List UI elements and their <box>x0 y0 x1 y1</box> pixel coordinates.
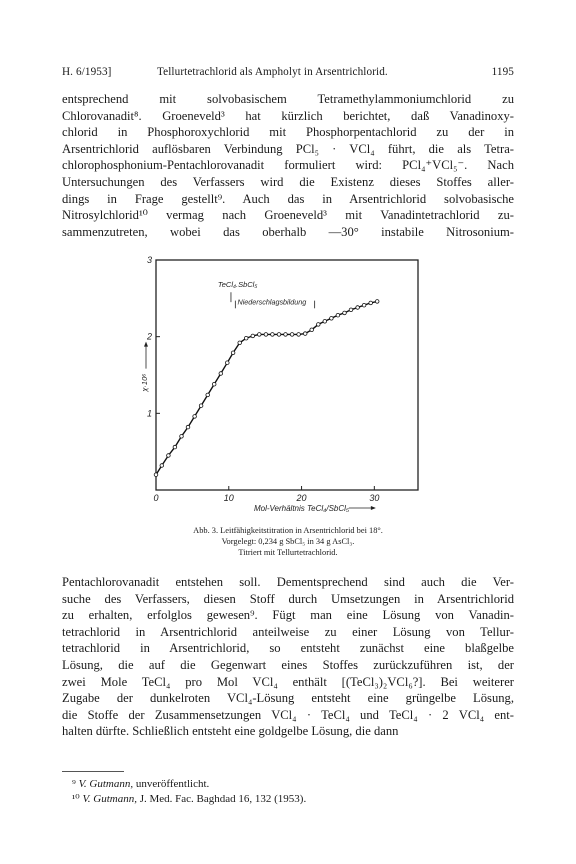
data-point <box>290 333 294 337</box>
text-line: chlorid in Phosphoroxychlorid mit Phosphorpentachlorid zu der in <box>62 125 514 140</box>
y-axis-arrowhead <box>144 342 148 347</box>
text-line: sammenzutreten, wobei das oberhalb —30° instabile Nitrosonium- <box>62 224 514 239</box>
text-line: tetrachlorid in Arsentrichlorid, so entsteht zunächst eine blaßgelbe <box>62 641 514 656</box>
text-line: chlorophosphonium-Pentachlorovanadit formuliert wird: PCl₄⁺VCl₅⁻. Nach <box>62 158 514 173</box>
text-line: Chlorovanadit⁸. Groeneveld³ hat kürzlich berichtet, daß Vanadinoxy- <box>62 108 514 123</box>
data-point <box>251 334 255 338</box>
text-line: Untersuchungen des Verfassers wird die Existenz dieses Stoffes aller- <box>62 174 514 189</box>
data-point <box>277 333 281 337</box>
data-point <box>349 308 353 312</box>
x-axis-label: Mol-Verhältnis TeCl₄/SbCl₅ <box>253 504 350 513</box>
data-point <box>180 435 184 439</box>
data-point <box>206 393 210 397</box>
data-point <box>258 333 262 337</box>
text-line: suche des Verfassers, diesen Stoff durch Umsetzungen in Arsentrichlorid <box>62 591 514 606</box>
data-point <box>186 425 190 429</box>
conductivity-titration-chart <box>140 250 440 520</box>
issue-label: H. 6/1953] <box>62 66 112 78</box>
data-point <box>336 313 340 317</box>
data-point <box>173 445 177 449</box>
footnote-rule <box>62 771 124 772</box>
x-tick-label: 0 <box>153 493 159 503</box>
annotation-precipitation: Niederschlagsbildung <box>237 297 307 307</box>
footnote-9 <box>72 777 209 791</box>
plot-frame <box>156 260 418 490</box>
text-line: Arsentrichlorid auflösbaren Verbindung PCl₅ · VCl₄ führt, die als Tetra- <box>62 141 514 156</box>
data-point <box>244 336 248 340</box>
text-line: Zugabe der dunkelroten VCl₄-Lösung entsteht eine grüngelbe Lösung, <box>62 691 514 706</box>
footnote-10 <box>72 792 306 806</box>
text-line: dings in Frage gestellt⁹. Auch das in Arsentrichlorid solvobasische <box>62 191 514 206</box>
footnote-mark: ¹⁰ <box>72 793 80 805</box>
footnote-text: J. Med. Fac. Baghdad 16, 132 (1953). <box>136 793 307 805</box>
data-point <box>271 333 275 337</box>
x-axis-arrowhead <box>371 506 376 510</box>
text-line: Lösung, die auf die Gegenwart eines Stoffes zurückzuführen ist, der <box>62 657 514 672</box>
footnote-mark: ⁹ <box>72 778 76 790</box>
text-line: Nitrosylchlorid¹⁰ vermag nach Groeneveld³ mit Vanadintetrachlorid zu- <box>62 208 514 223</box>
series-line <box>156 301 377 474</box>
data-point <box>238 341 242 345</box>
data-point <box>160 464 164 468</box>
text-line: entsprechend mit solvobasischem Tetramethylammoniumchlorid zu <box>62 92 514 106</box>
annotation-compound: TeCl₄.SbCl₅ <box>217 279 258 289</box>
footnote-author: V. Gutmann, <box>78 778 134 790</box>
figure-caption <box>62 526 514 558</box>
data-point <box>375 300 379 304</box>
data-point <box>362 303 366 307</box>
data-point <box>264 333 268 337</box>
data-point <box>343 311 347 315</box>
x-tick-label: 20 <box>296 493 307 503</box>
y-axis-label: χ·10⁶ <box>140 373 149 392</box>
paragraph-bottom <box>62 574 514 740</box>
running-title: Tellurtetrachlorid als Ampholyt in Arsentrichlorid. <box>157 66 388 78</box>
data-point <box>199 404 203 408</box>
y-tick-label: 3 <box>146 255 152 265</box>
data-point <box>356 306 360 310</box>
data-point <box>323 320 327 324</box>
text-line: halten dürfte. Schließlich entsteht eine goldgelbe Lösung, die dann <box>62 724 399 739</box>
data-point <box>330 317 334 321</box>
data-point <box>231 351 235 355</box>
data-point <box>369 301 373 305</box>
page-number: 1195 <box>491 66 514 78</box>
text-line: zu erhalten, erfolglos gewesen⁹. Fügt man eine Lösung von Vanadin- <box>62 608 514 623</box>
footnote-author: V. Gutmann, <box>82 793 137 805</box>
data-point <box>297 333 301 337</box>
y-tick-label: 1 <box>146 408 152 419</box>
data-point <box>193 415 197 419</box>
footnote-text: unveröffentlicht. <box>133 778 210 790</box>
caption-line: Abb. 3. Leitfähigkeitstitration in Arsentrichlorid bei 18°. <box>193 526 383 535</box>
data-point <box>317 323 321 327</box>
data-point <box>226 361 230 365</box>
text-line: die Stoffe der Zusammensetzungen VCl₄ · TeCl₄ und TeCl₄ · 2 VCl₄ ent- <box>62 707 514 722</box>
running-header <box>62 66 514 82</box>
y-tick-label: 2 <box>146 331 152 342</box>
x-tick-label: 30 <box>369 493 380 503</box>
data-point <box>154 473 158 477</box>
data-point <box>219 372 223 376</box>
data-point <box>167 454 171 458</box>
data-point <box>310 328 314 332</box>
text-line: zwei Mole TeCl₄ pro Mol VCl₄ enthält [(TeCl₃)₂VCl₆?]. Bei weiterer <box>62 674 514 689</box>
caption-line: Titriert mit Tellurtetrachlorid. <box>238 547 338 557</box>
text-line: Pentachlorovanadit entstehen soll. Dementsprechend sind auch die Ver- <box>62 575 514 589</box>
text-line: tetrachlorid in Arsentrichlorid anteilweise zu einer Lösung von Tellur- <box>62 624 514 639</box>
data-point <box>303 332 307 336</box>
caption-line: Vorgelegt: 0,234 g SbCl₅ in 34 g AsCl₃. <box>221 536 355 546</box>
x-tick-label: 10 <box>223 493 234 503</box>
data-point <box>212 382 216 386</box>
data-point <box>284 333 288 337</box>
paragraph-top <box>62 91 514 240</box>
